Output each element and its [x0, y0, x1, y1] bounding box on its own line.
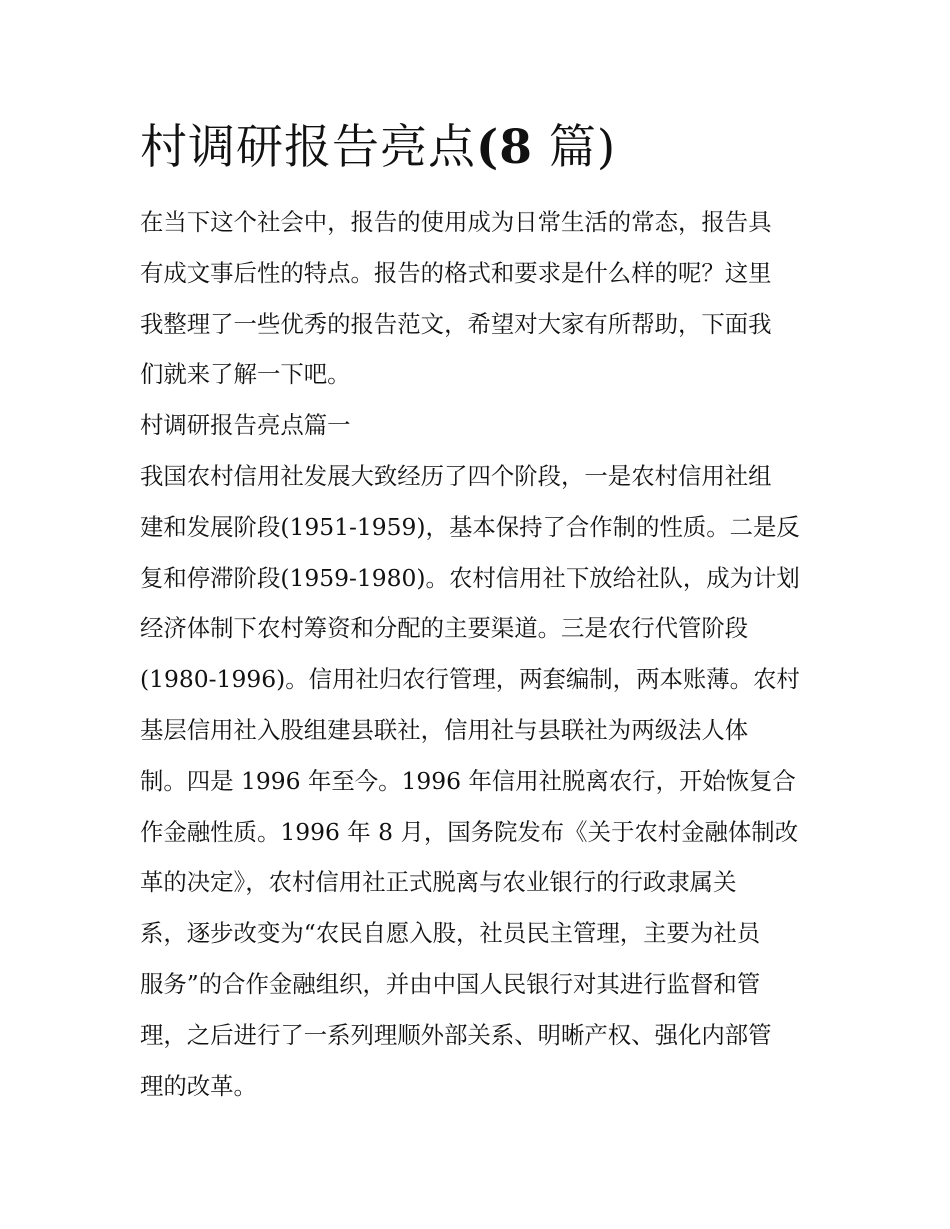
title-suffix: 篇) [532, 120, 617, 175]
body-line: 作金融性质。1996 年 8 月，国务院发布《关于农村金融体制改 [140, 817, 799, 846]
body-line: 服务”的合作金融组织，并由中国人民银行对其进行监督和管 [140, 969, 761, 998]
intro-paragraph [140, 197, 820, 400]
body-line: 我国农村信用社发展大致经历了四个阶段，一是农村信用社组 [140, 461, 772, 490]
body-line: 系，逐步改变为“农民自愿入股，社员民主管理，主要为社员 [140, 919, 761, 948]
document-body [140, 197, 820, 1111]
body-line: 制。四是 1996 年至今。1996 年信用社脱离农行，开始恢复合 [140, 766, 796, 795]
title-text: 村调研报告亮点 [140, 120, 476, 175]
intro-line: 在当下这个社会中，报告的使用成为日常生活的常态，报告具 [140, 208, 772, 236]
section-heading: 村调研报告亮点篇一 [140, 411, 351, 440]
body-line: 建和发展阶段(1951-1959)，基本保持了合作制的性质。二是反 [140, 512, 800, 541]
body-paragraph [140, 451, 820, 1111]
body-line: 复和停滞阶段(1959-1980)。农村信用社下放给社队，成为计划 [140, 563, 800, 592]
body-line: 理的改革。 [140, 1071, 257, 1100]
body-line: 理，之后进行了一系列理顺外部关系、明晰产权、强化内部管 [140, 1020, 772, 1049]
body-line: 基层信用社入股组建县联社，信用社与县联社为两级法人体 [140, 715, 749, 744]
body-line: 经济体制下农村筹资和分配的主要渠道。三是农行代管阶段 [140, 614, 749, 643]
body-line: (1980-1996)。信用社归农行管理，两套编制，两本账薄。农村 [140, 665, 800, 694]
intro-line: 我整理了一些优秀的报告范文，希望对大家有所帮助，下面我 [140, 309, 772, 338]
intro-line: 有成文事后性的特点。报告的格式和要求是什么样的呢？这里 [140, 258, 772, 287]
body-line: 革的决定》，农村信用社正式脱离与农业银行的行政隶属关 [140, 868, 737, 897]
intro-line: 们就来了解一下吧。 [140, 360, 351, 389]
title-count: (8 [476, 120, 533, 175]
document-title [140, 118, 820, 178]
